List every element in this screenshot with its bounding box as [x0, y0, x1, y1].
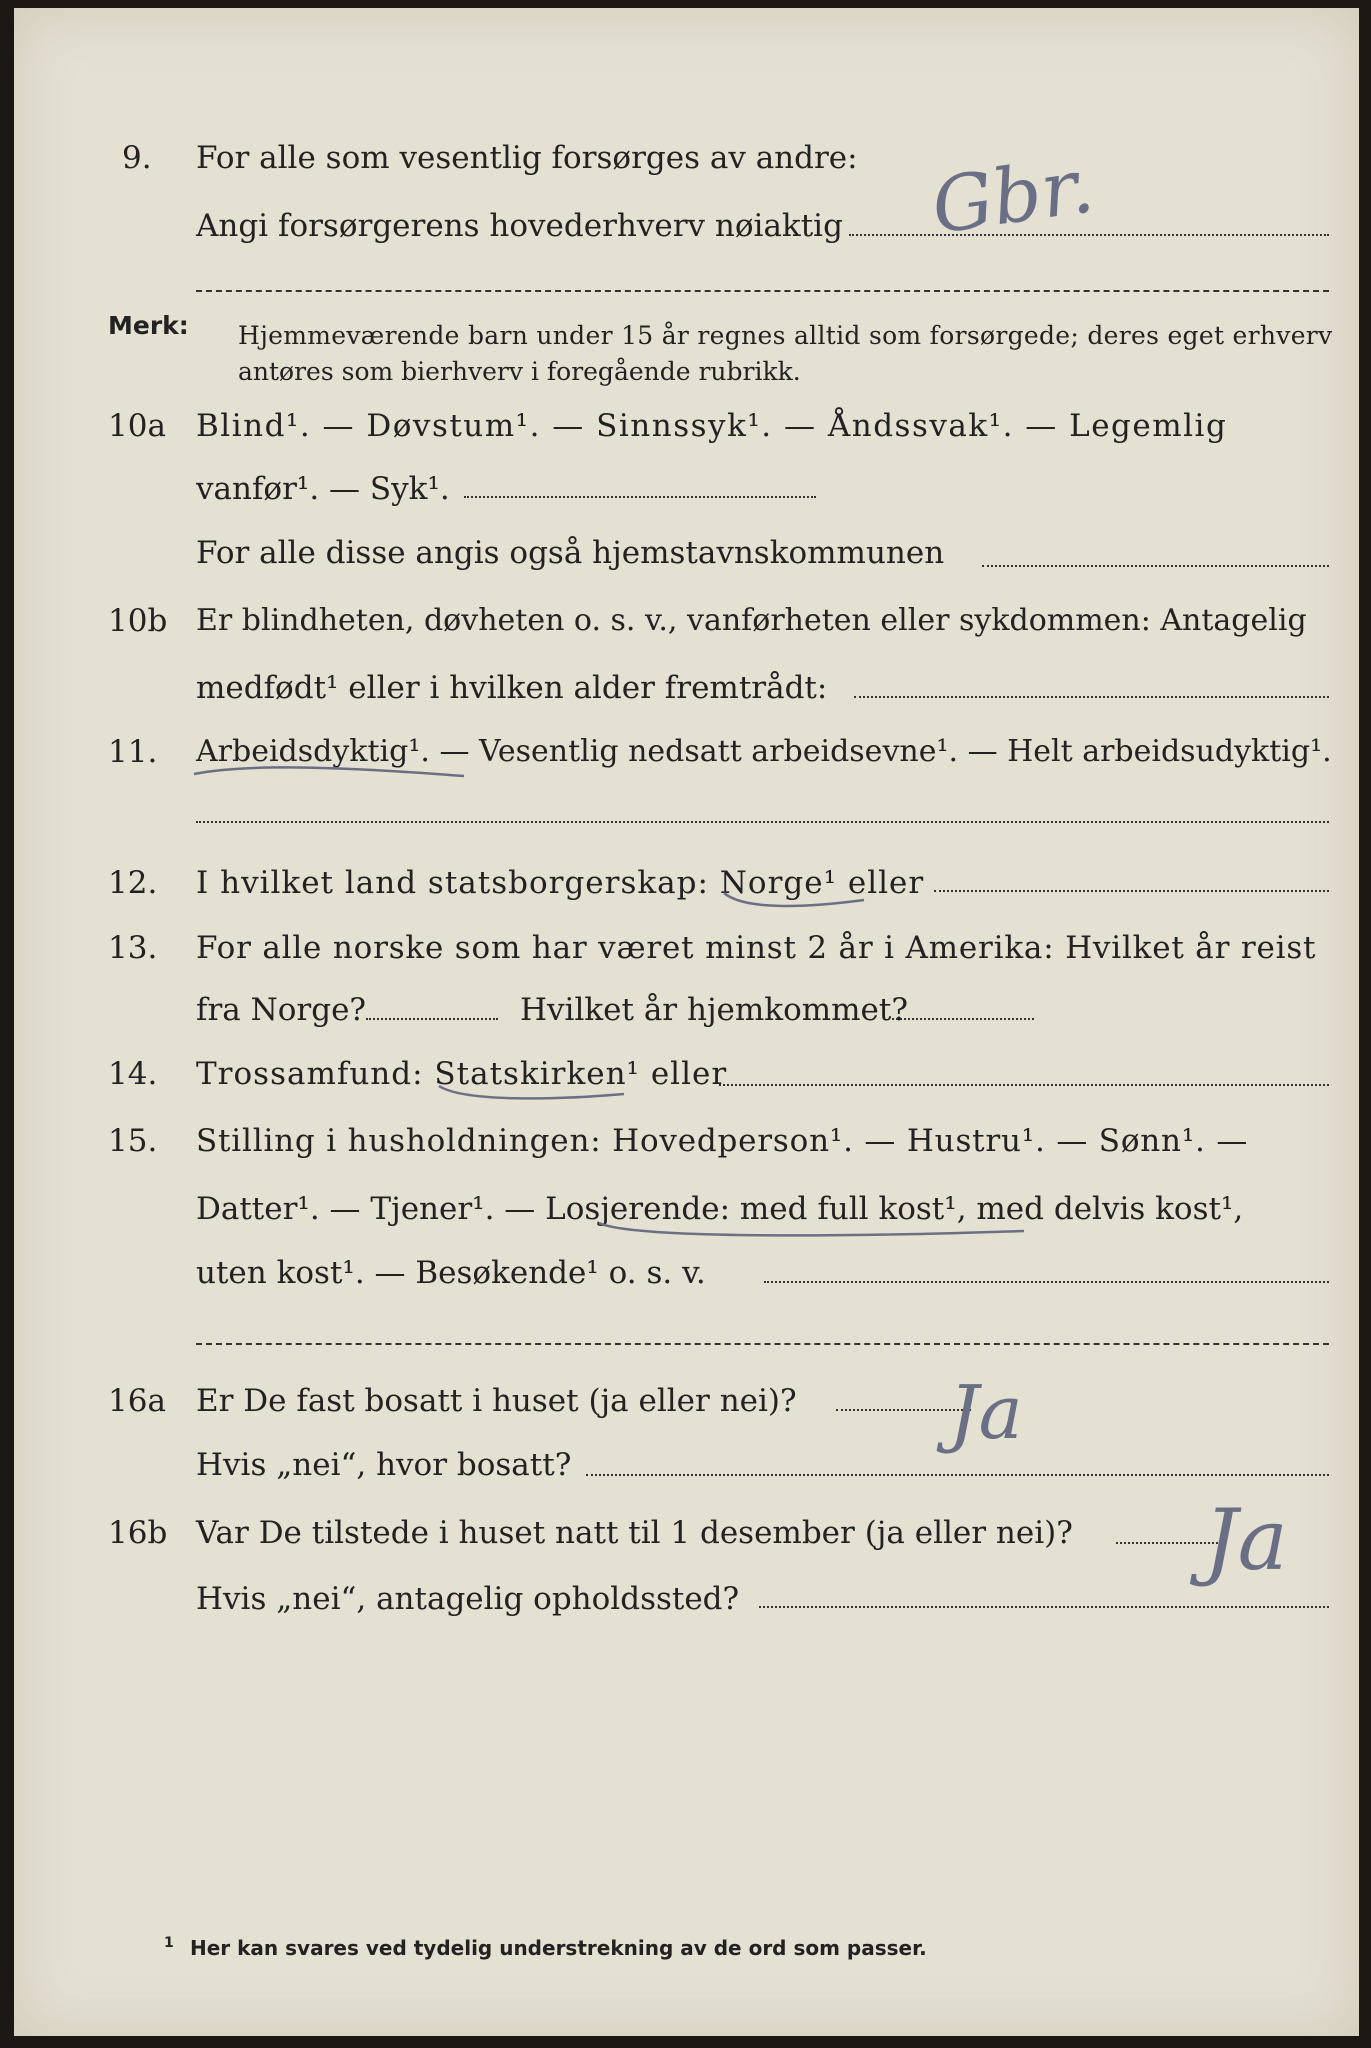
item-11-number: 11.: [108, 734, 158, 770]
item-14-answer-line: [719, 1084, 1329, 1086]
item-11-underline-mark: [184, 756, 484, 786]
item-13-line-3: Hvilket år hjemkommet?: [520, 992, 908, 1028]
item-11-answer-line: [196, 821, 1329, 823]
item-12-line-1: I hvilket land statsborgerskap: Norge¹ eller: [196, 865, 925, 901]
item-16b-number: 16b: [108, 1515, 168, 1551]
item-10a-line-1: Blind¹. — Døvstum¹. — Sinnssyk¹. — Åndssvak¹. — Legemlig: [196, 408, 1228, 444]
item-13-line-1: For alle norske som har været minst 2 år i Amerika: Hvilket år reist: [196, 930, 1317, 966]
item-10b-line-1: Er blindheten, døvheten o. s. v., vanførheten eller sykdommen: Antagelig: [196, 603, 1307, 638]
item-16a-line-1: Er De fast bosatt i huset (ja eller nei)?: [196, 1383, 797, 1419]
item-10a-line-2: vanfør¹. — Syk¹.: [196, 471, 450, 507]
item-10a-hjemstavn-line: [982, 565, 1329, 567]
census-form-page: [14, 8, 1359, 2036]
item-11-line-1: Arbeidsdyktig¹. — Vesentlig nedsatt arbeidsevne¹. — Helt arbeidsudyktig¹.: [196, 734, 1332, 769]
note-line-1: Hjemmeværende barn under 15 år regnes alltid som forsørgede; deres eget erhverv: [238, 321, 1333, 350]
item-10b-line-2: medfødt¹ eller i hvilken alder fremtrådt:: [196, 670, 828, 706]
item-16b-line-1: Var De tilstede i huset natt til 1 desember (ja eller nei)?: [196, 1515, 1073, 1551]
item-16a-bosatt-line: [586, 1474, 1329, 1476]
item-14-number: 14.: [108, 1056, 158, 1092]
item-10a-number: 10a: [108, 408, 166, 444]
item-16b-handwritten-answer: Ja: [1204, 1491, 1288, 1589]
item-12-underline-mark: [714, 888, 874, 918]
footnote-mark: 1: [164, 1935, 174, 1951]
item-9-line-1: For alle som vesentlig forsørges av andre:: [196, 140, 858, 176]
item-14-underline-mark: [434, 1078, 634, 1108]
item-15-underline-mark: [594, 1213, 1034, 1243]
item-13-line-2: fra Norge?: [196, 992, 367, 1028]
item-9-number: 9.: [122, 140, 152, 176]
item-9-blank-line: [196, 290, 1329, 292]
item-15-line-1: Stilling i husholdningen: Hovedperson¹. — Hustru¹. — Sønn¹. —: [196, 1123, 1249, 1159]
note-line-2: antøres som bierhverv i foregående rubrikk.: [238, 357, 801, 386]
item-16a-handwritten-answer: Ja: [949, 1370, 1023, 1456]
item-12-number: 12.: [108, 865, 158, 901]
item-16b-line-2: Hvis „nei“, antagelig opholdssted?: [196, 1581, 740, 1617]
item-15-blank-line: [196, 1343, 1329, 1345]
item-15-answer-line: [764, 1281, 1329, 1283]
item-9-line-2: Angi forsørgerens hovederhverv nøiaktig: [196, 208, 843, 244]
item-9-answer-line: [849, 234, 1329, 236]
item-12-answer-line: [934, 890, 1329, 892]
item-10a-syk-line: [464, 496, 816, 498]
item-9-handwritten-answer: Gbr.: [926, 140, 1099, 251]
note-label: Merk:: [108, 311, 189, 340]
item-15-number: 15.: [108, 1123, 158, 1159]
item-16a-number: 16a: [108, 1383, 166, 1419]
item-15-line-3: uten kost¹. — Besøkende¹ o. s. v.: [196, 1255, 706, 1291]
item-15-line-2: Datter¹. — Tjener¹. — Losjerende: med full kost¹, med delvis kost¹,: [196, 1191, 1244, 1227]
footnote-text: Her kan svares ved tydelig understrekning av de ord som passer.: [190, 1936, 927, 1960]
item-16b-opholdssted-line: [759, 1606, 1329, 1608]
item-14-line-1: Trossamfund: Statskirken¹ eller: [196, 1056, 728, 1092]
item-13-number: 13.: [108, 930, 158, 966]
item-10b-number: 10b: [108, 603, 168, 639]
item-13-reist-line: [366, 1018, 498, 1020]
item-16a-line-2: Hvis „nei“, hvor bosatt?: [196, 1447, 572, 1483]
item-13-hjemkommet-line: [892, 1018, 1034, 1020]
item-10b-answer-line: [854, 696, 1329, 698]
item-10a-line-3: For alle disse angis også hjemstavnskommunen: [196, 535, 945, 571]
